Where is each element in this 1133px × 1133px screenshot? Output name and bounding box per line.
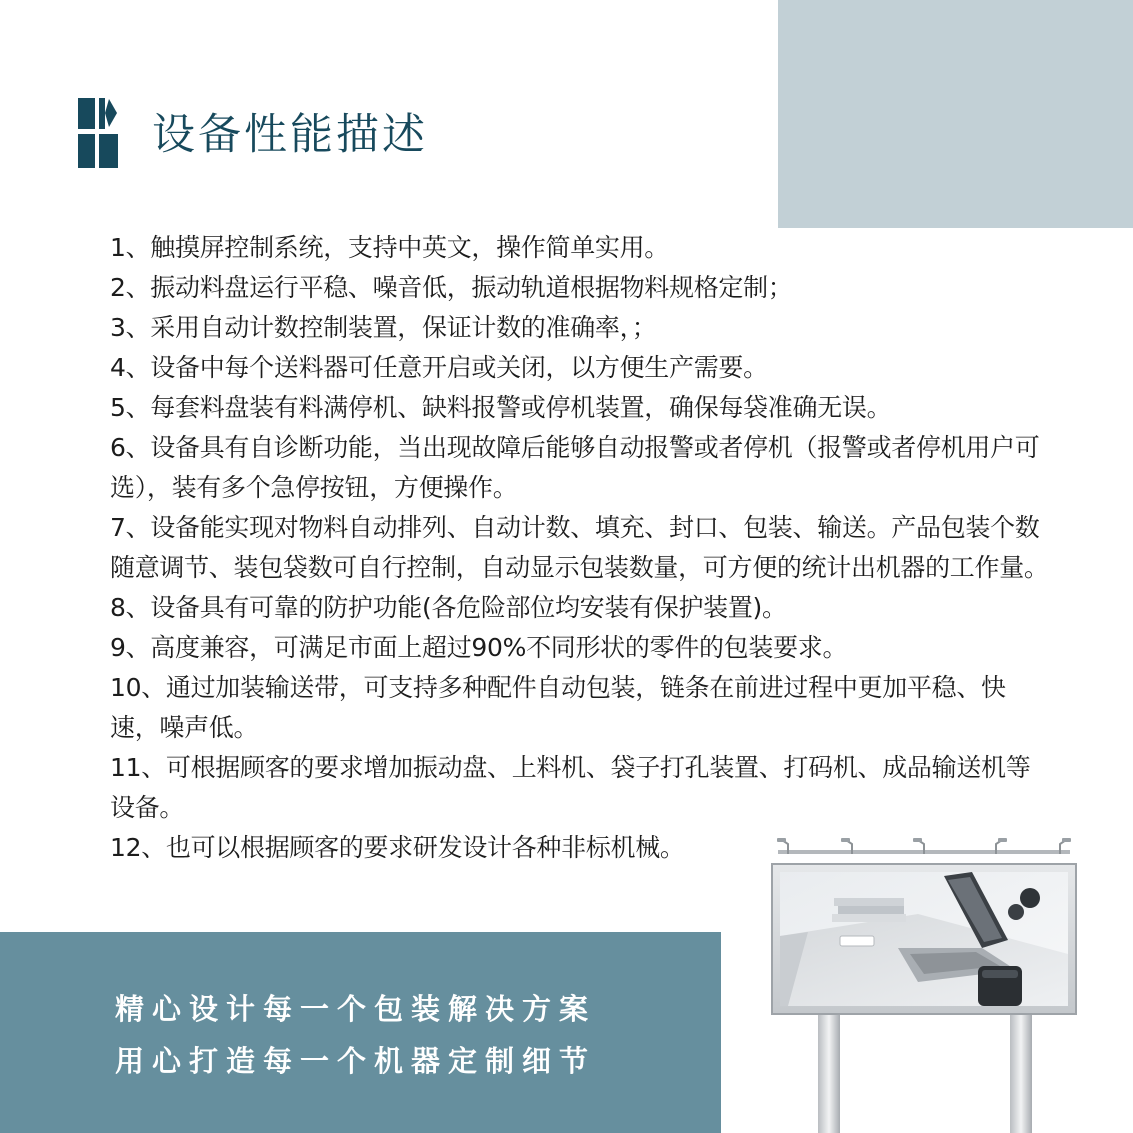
billboard-laptop-desk-illustration [768,836,1080,1133]
feature-item: 9、高度兼容，可满足市面上超过90%不同形状的零件的包装要求。 [110,633,848,662]
slogan-line-2: 用心打造每一个机器定制细节 [115,1044,597,1078]
feature-item: 5、每套料盘装有料满停机、缺料报警或停机装置，确保每袋准确无误。 [110,393,892,422]
feature-item: 11、可根据顾客的要求增加振动盘、上料机、袋子打孔装置、打码机、成品输送机等设备。 [110,753,1031,822]
feature-item: 4、设备中每个送料器可任意开启或关闭，以方便生产需要。 [110,353,768,382]
feature-item: 8、设备具有可靠的防护功能(各危险部位均安装有保护装置)。 [110,593,787,622]
feature-list [110,228,1055,868]
feature-item: 3、采用自动计数控制装置，保证计数的准确率，； [110,313,657,342]
feature-item: 6、设备具有自诊断功能，当出现故障后能够自动报警或者停机（报警或者停机用户可选），装有多个急停按钮，方便操作。 [110,433,1040,502]
feature-item: 10、通过加装输送带，可支持多种配件自动包装，链条在前进过程中更加平稳、快速，噪声低。 [110,673,1006,742]
feature-item: 2、振动料盘运行平稳、噪音低，振动轨道根据物料规格定制； [110,273,793,302]
feature-item: 1、触摸屏控制系统，支持中英文，操作简单实用。 [110,233,670,262]
corner-decoration-block [778,0,1133,228]
grid-diamond-logo-icon [78,98,118,170]
feature-item: 12、也可以根据顾客的要求研发设计各种非标机械。 [110,833,685,862]
page-title: 设备性能描述 [152,110,428,160]
slogan-line-1: 精心设计每一个包装解决方案 [115,992,597,1026]
slogan-panel [0,932,721,1133]
feature-item: 7、设备能实现对物料自动排列、自动计数、填充、封口、包装、输送。产品包装个数随意调节、装包袋数可自行控制，自动显示包装数量，可方便的统计出机器的工作量。 [110,513,1049,582]
